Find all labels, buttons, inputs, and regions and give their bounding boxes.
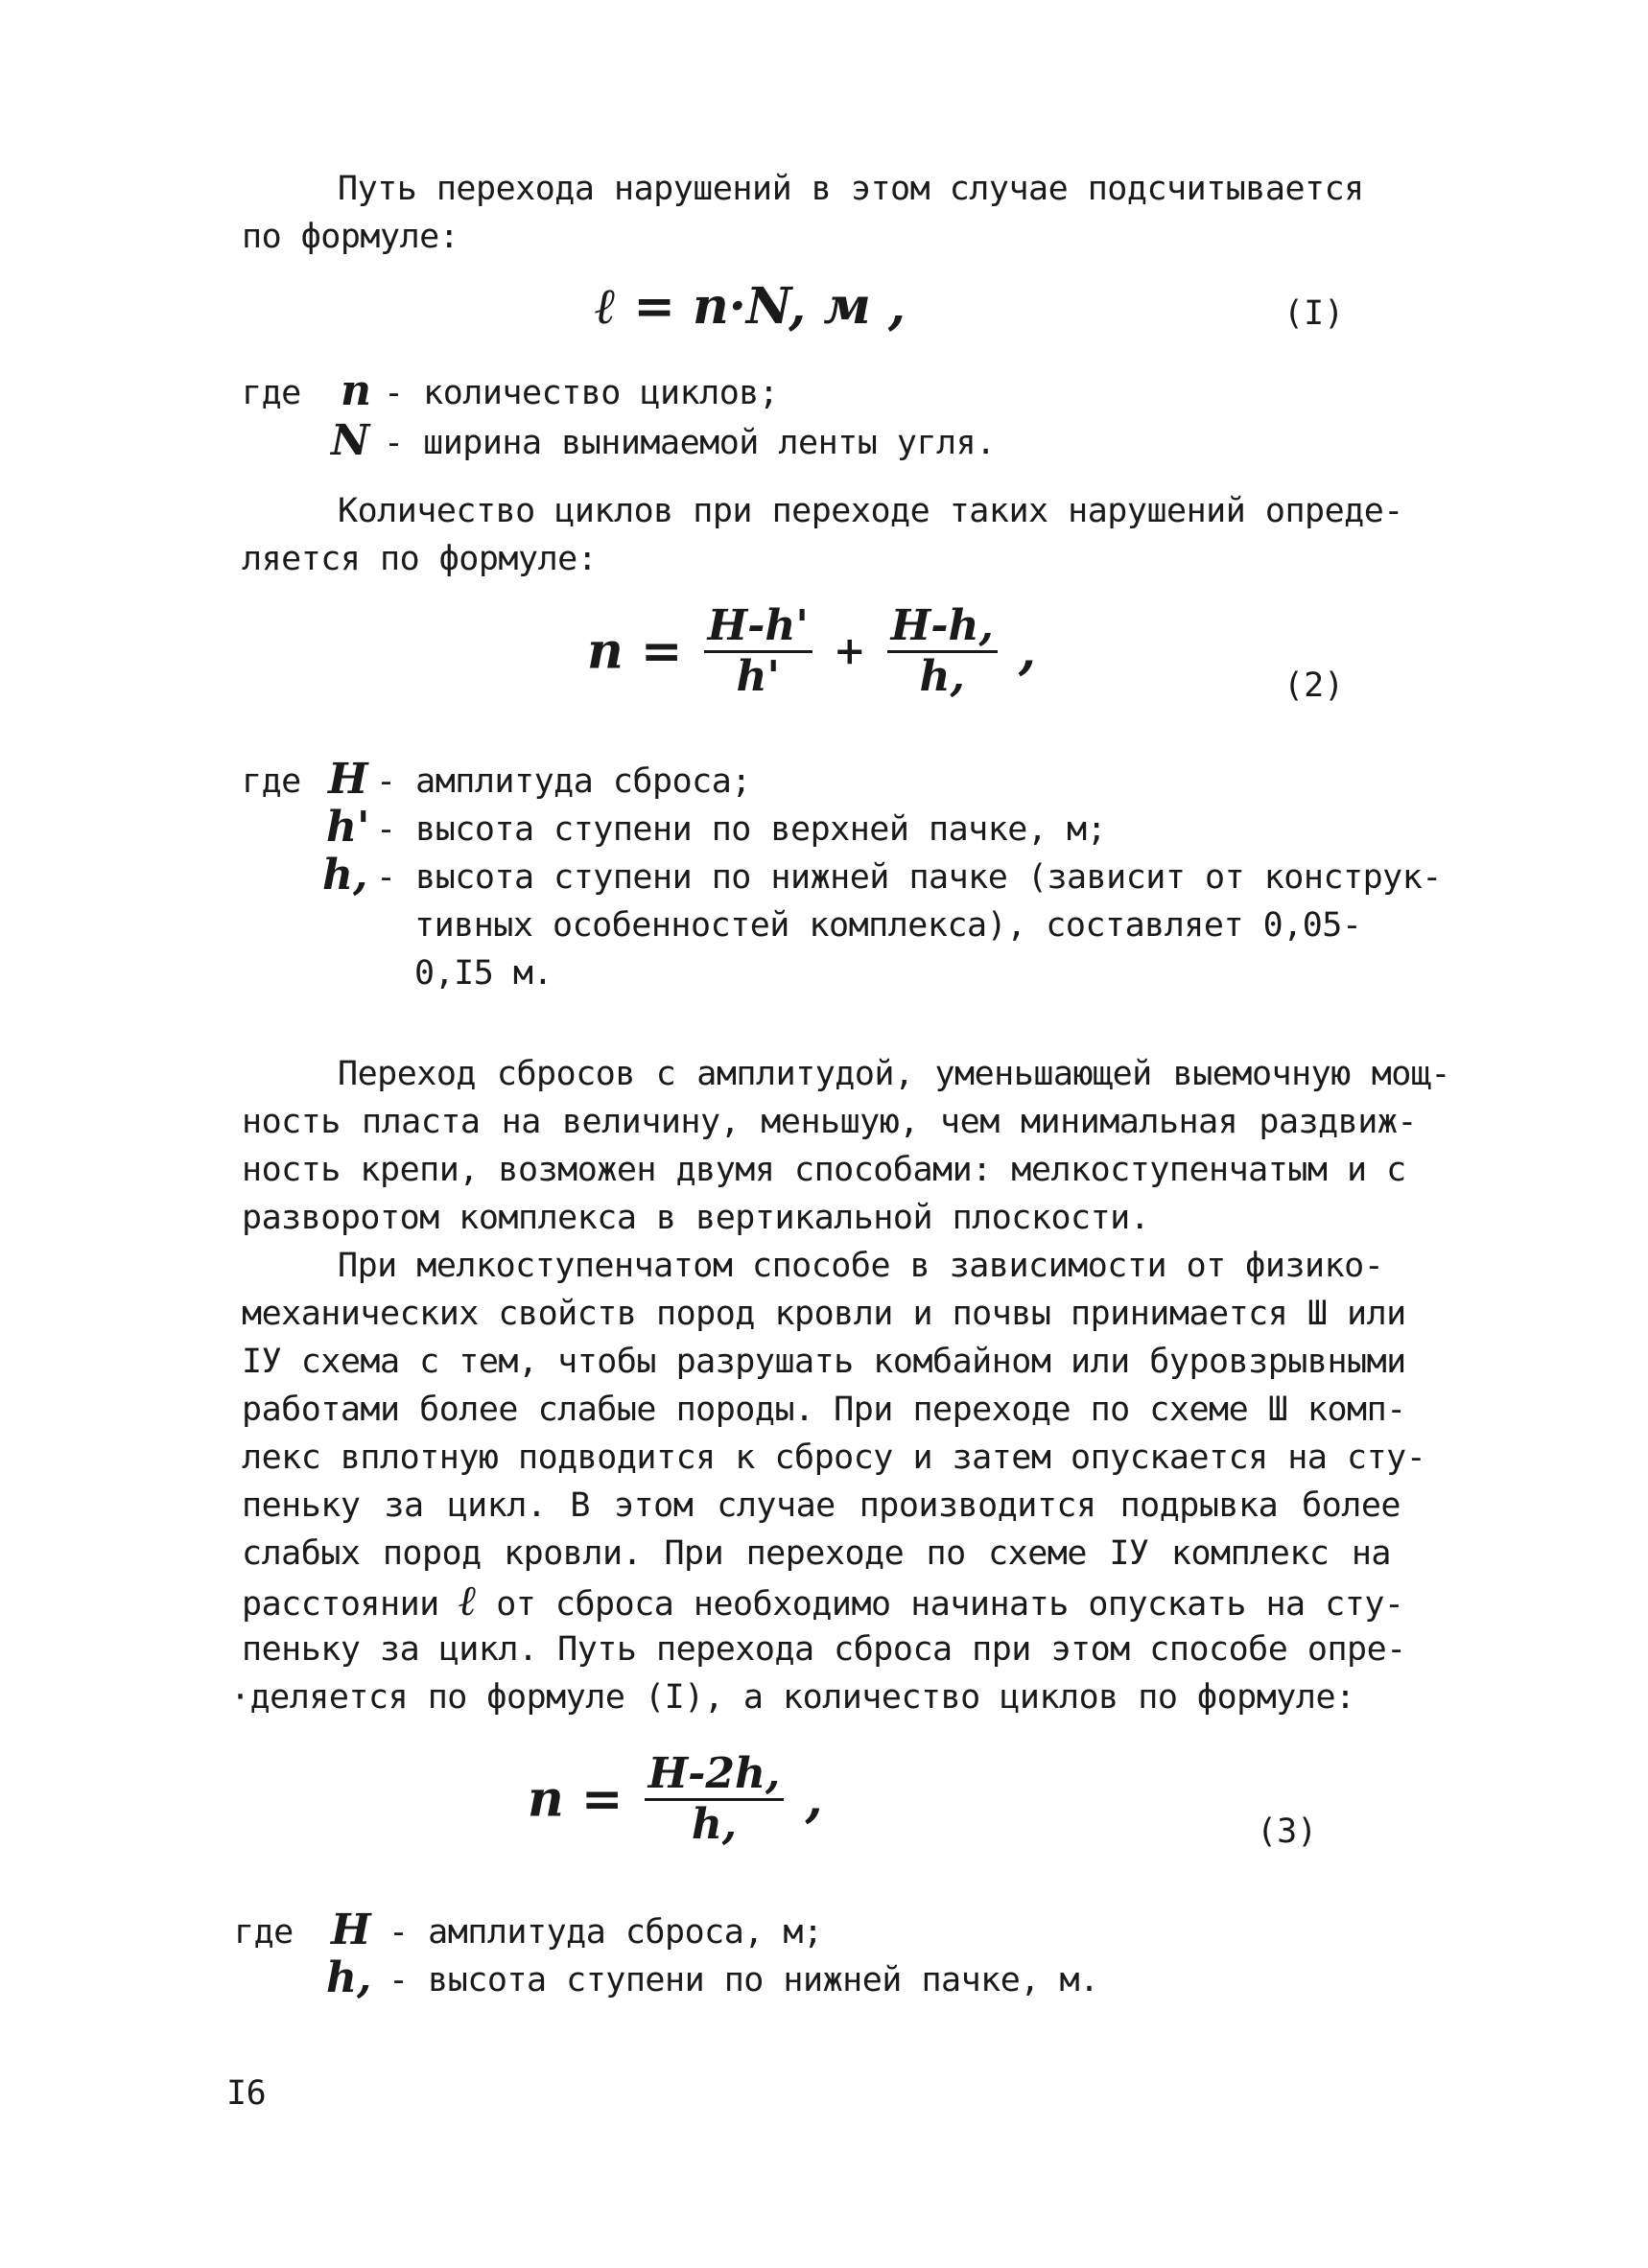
definition-h-upper: - высота ступени по верхней пачке, м; — [376, 810, 1107, 849]
definition-h-lower-2: тивных особенностей комплекса), составляет 0,05- — [414, 906, 1362, 945]
para4-line-9: пеньку за цикл. Путь перехода сброса при этом способе опре- — [242, 1630, 1406, 1669]
para4-line-7: слабых пород кровли. При переходе по схеме IУ комплекс на — [242, 1534, 1391, 1573]
definition-h-lower-3: 0,I5 м. — [414, 954, 553, 993]
formula-3-numerator: H-2h, — [645, 1750, 785, 1801]
para3-line-2: ность пласта на величину, меньшую, чем минимальная раздвиж- — [242, 1103, 1417, 1141]
para4-line-2: механических свойств пород кровли и почвы принимается Ш или — [242, 1295, 1406, 1333]
para3-line-3: ность крепи, возможен двумя способами: мелкоступенчатым и с — [242, 1151, 1406, 1189]
formula-2-fraction-1-denominator: h' — [736, 652, 780, 701]
para4-line-4: работами более слабые породы. При переходе по схеме Ш комп- — [242, 1391, 1406, 1429]
para3-line-1: Переход сбросов с амплитудой, уменьшающей выемочную мощ- — [338, 1055, 1450, 1093]
intro-line-2: по формуле: — [242, 218, 459, 256]
symbol-n: n — [341, 366, 371, 415]
formula-3-fraction — [645, 1750, 785, 1849]
definition-h-2: - высота ступени по нижней пачке, м. — [388, 1961, 1099, 1999]
formula-2-tail: , — [1018, 621, 1036, 681]
symbol-H-2: H — [331, 1906, 371, 1954]
formula-2-fraction-2-numerator: H-h, — [887, 602, 998, 653]
formula-2-fraction-2-denominator: h, — [919, 652, 965, 701]
where-label: где — [242, 374, 301, 412]
para4-line-8 — [242, 1578, 1404, 1628]
symbol-h-2: h, — [326, 1953, 372, 2002]
symbol-l-inline: ℓ — [459, 1577, 477, 1625]
formula-2 — [587, 602, 1036, 701]
definition-H: - амплитуда сброса; — [376, 762, 751, 801]
definition-H-2: - амплитуда сброса, м; — [388, 1913, 823, 1952]
para3-line-4: разворотом комплекса в вертикальной плоскости. — [242, 1199, 1150, 1237]
formula-2-number: (2) — [1283, 666, 1345, 705]
para2-line-2: ляется по формуле: — [242, 540, 598, 578]
para4-line-8-post: от сброса необходимо начинать опускать на сту- — [496, 1585, 1404, 1624]
formula-3 — [528, 1750, 823, 1849]
formula-3-tail: , — [805, 1769, 823, 1829]
definition-N: - ширина вынимаемой ленты угля. — [384, 424, 996, 462]
page-number: I6 — [226, 2074, 267, 2113]
formula-1: ℓ = n·N, м , — [595, 277, 906, 336]
formula-3-lhs: n = — [528, 1769, 624, 1829]
definition-h-lower-1: - высота ступени по нижней пачке (зависит от конструк- — [376, 858, 1442, 897]
formula-2-lhs: n = — [587, 621, 683, 681]
para4-line-10: ·деляется по формуле (I), а количество циклов по формуле: — [230, 1678, 1355, 1717]
para2-line-1: Количество циклов при переходе таких нарушений опреде- — [338, 492, 1403, 530]
para4-line-6: пеньку за цикл. В этом случае производится подрывка более — [242, 1486, 1401, 1525]
symbol-N: N — [331, 416, 370, 465]
para4-line-5: лекс вплотную подводится к сбросу и затем опускается на сту- — [242, 1438, 1426, 1477]
formula-3-number: (3) — [1257, 1812, 1318, 1851]
intro-line-1: Путь перехода нарушений в этом случае подсчитывается — [338, 170, 1364, 208]
formula-2-fraction-1-numerator: H-h' — [704, 602, 812, 653]
symbol-h-upper: h' — [326, 803, 370, 852]
definition-n: - количество циклов; — [384, 374, 779, 412]
formula-1-number: (I) — [1283, 294, 1345, 333]
formula-3-denominator: h, — [691, 1800, 738, 1849]
formula-2-fraction-1 — [704, 602, 812, 701]
where-label-3: где — [234, 1913, 294, 1952]
symbol-H: H — [328, 755, 368, 804]
para4-line-1: При мелкоступенчатом способе в зависимости от физико- — [338, 1247, 1384, 1285]
formula-2-fraction-2 — [887, 602, 998, 701]
para4-line-3: IУ схема с тем, чтобы разрушать комбайном или буровзрывными — [242, 1343, 1406, 1381]
formula-2-plus: + — [834, 628, 866, 674]
symbol-h-lower: h, — [322, 851, 368, 900]
where-label-2: где — [242, 762, 301, 801]
para4-line-8-pre: расстоянии — [242, 1585, 439, 1624]
